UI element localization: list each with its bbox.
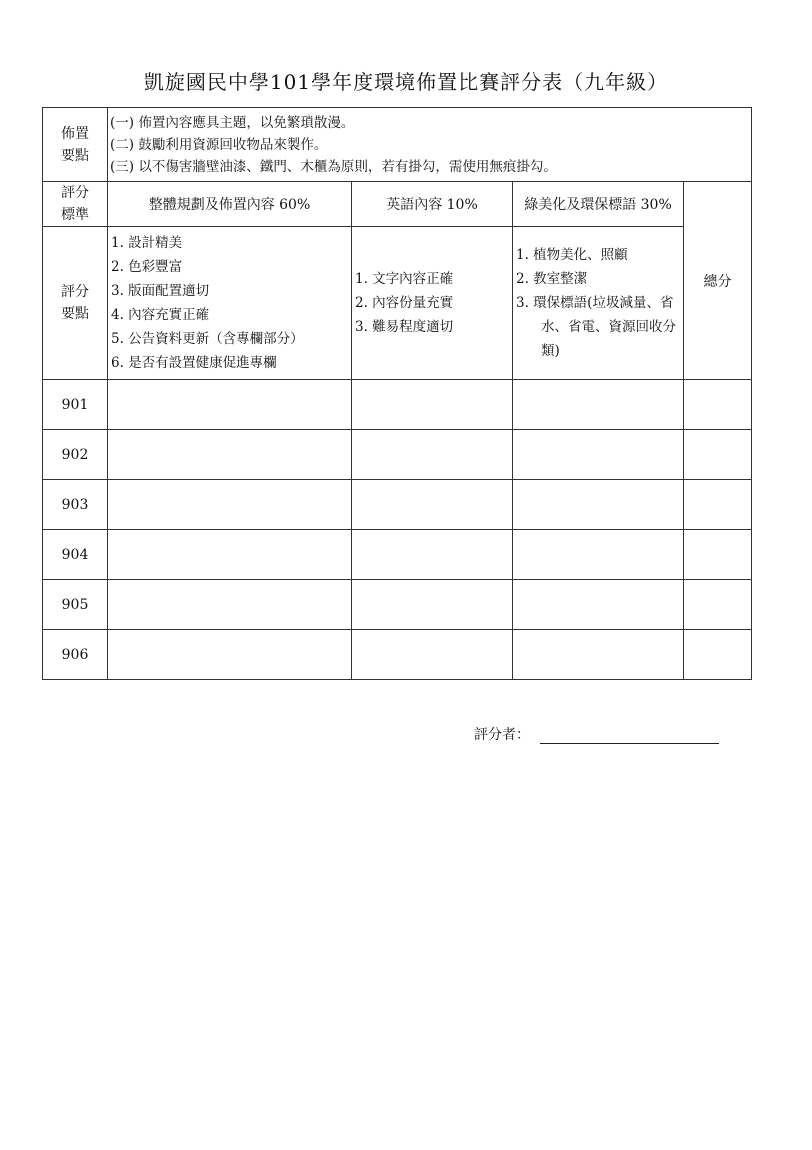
score-cell-greening[interactable] <box>513 580 684 630</box>
scoring-points-label <box>43 227 108 380</box>
total-score-header: 總分 <box>684 182 752 380</box>
scoring-point-item: 6. 是否有設置健康促進專欄 <box>111 355 277 371</box>
scoring-points-label-line-1: 評分 <box>61 284 89 300</box>
page-title: 凱旋國民中學101學年度環境佈置比賽評分表（九年級） <box>143 70 669 94</box>
score-cell-greening[interactable] <box>513 480 684 530</box>
scoring-points-english-list <box>352 227 513 380</box>
score-cell-total[interactable] <box>684 630 752 680</box>
class-row <box>43 430 752 480</box>
scoring-point-item: 5. 公告資料更新（含專欄部分） <box>111 331 304 347</box>
criteria-greening-slogans: 綠美化及環保標語 30% <box>513 182 684 227</box>
scoring-point-item: 4. 內容充實正確 <box>111 307 210 323</box>
scoring-point-item: 1. 設計精美 <box>111 235 183 251</box>
score-cell-total[interactable] <box>684 480 752 530</box>
criteria-label-line-2: 標準 <box>61 207 89 223</box>
score-cell-overall[interactable] <box>108 380 352 430</box>
criteria-label <box>43 182 108 227</box>
scoring-points-greening-list <box>513 227 684 380</box>
layout-point-item: (一) 佈置內容應具主題，以免繁瑣散漫。 <box>110 114 355 131</box>
scoring-point-item: 3. 版面配置適切 <box>111 283 210 299</box>
score-cell-total[interactable] <box>684 530 752 580</box>
score-cell-overall[interactable] <box>108 630 352 680</box>
layout-points-label-line-2: 要點 <box>61 147 89 164</box>
scoring-points-overall-list <box>108 227 352 380</box>
class-row <box>43 580 752 630</box>
class-number: 906 <box>43 630 108 680</box>
scoring-points-label-line-2: 要點 <box>61 306 89 322</box>
score-cell-english[interactable] <box>352 530 513 580</box>
score-cell-total[interactable] <box>684 430 752 480</box>
score-cell-greening[interactable] <box>513 430 684 480</box>
score-cell-greening[interactable] <box>513 530 684 580</box>
scoring-point-item: 1. 文字內容正確 <box>355 271 454 287</box>
layout-points-label <box>43 108 108 182</box>
score-cell-greening[interactable] <box>513 630 684 680</box>
class-row <box>43 630 752 680</box>
class-number: 901 <box>43 380 108 430</box>
layout-points-label-line-1: 佈置 <box>61 125 89 142</box>
criteria-english-content: 英語內容 10% <box>352 182 513 227</box>
scoring-points-row <box>43 227 752 380</box>
criteria-overall-layout: 整體規劃及佈置內容 60% <box>108 182 352 227</box>
score-cell-overall[interactable] <box>108 530 352 580</box>
signer-label: 評分者： <box>474 727 530 743</box>
class-number: 904 <box>43 530 108 580</box>
layout-point-item: (三) 以不傷害牆壁油漆、鐵門、木櫃為原則，若有掛勾，需使用無痕掛勾。 <box>110 158 557 175</box>
score-cell-english[interactable] <box>352 630 513 680</box>
scoring-point-item: 1. 植物美化、照顧 <box>516 247 628 263</box>
score-cell-overall[interactable] <box>108 480 352 530</box>
class-number: 902 <box>43 430 108 480</box>
layout-points-row <box>43 108 752 182</box>
class-row <box>43 380 752 430</box>
score-cell-total[interactable] <box>684 580 752 630</box>
class-row <box>43 480 752 530</box>
score-cell-total[interactable] <box>684 380 752 430</box>
score-cell-english[interactable] <box>352 480 513 530</box>
scoring-table <box>42 107 752 680</box>
signature-line[interactable] <box>540 743 719 744</box>
score-cell-english[interactable] <box>352 430 513 480</box>
scoring-point-item: 2. 色彩豐富 <box>111 259 183 275</box>
criteria-row <box>43 182 752 227</box>
scoring-point-item: 3. 環保標語(垃圾減量、省水、省電、資源回收分類) <box>516 295 676 359</box>
scoring-point-item: 2. 教室整潔 <box>516 271 588 287</box>
score-cell-english[interactable] <box>352 380 513 430</box>
score-cell-overall[interactable] <box>108 430 352 480</box>
score-cell-overall[interactable] <box>108 580 352 630</box>
scoring-point-item: 2. 內容份量充實 <box>355 295 454 311</box>
class-number: 903 <box>43 480 108 530</box>
layout-points-content <box>108 108 752 182</box>
score-cell-english[interactable] <box>352 580 513 630</box>
score-cell-greening[interactable] <box>513 380 684 430</box>
layout-point-item: (二) 鼓勵利用資源回收物品來製作。 <box>110 136 328 153</box>
criteria-label-line-1: 評分 <box>61 185 89 201</box>
scoring-point-item: 3. 難易程度適切 <box>355 319 454 335</box>
class-number: 905 <box>43 580 108 630</box>
class-row <box>43 530 752 580</box>
